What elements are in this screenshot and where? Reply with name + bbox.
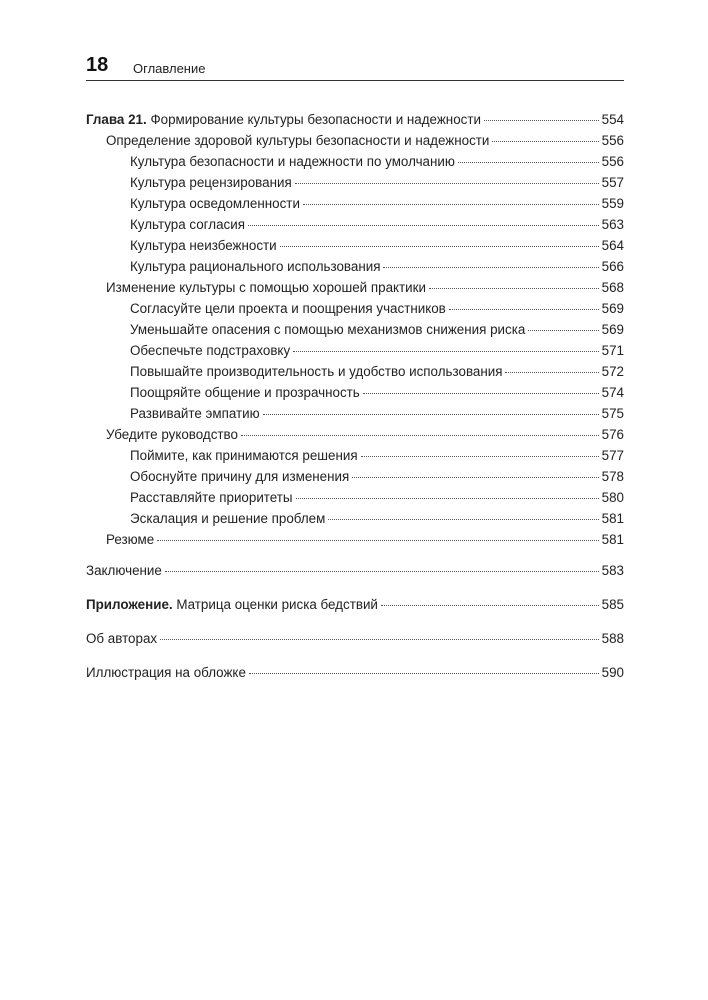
toc-entry-page: 583 (601, 563, 624, 578)
toc-entry-page: 572 (601, 364, 624, 379)
toc-entry-text: Обеспечьте подстраховку (130, 343, 291, 358)
dot-leader (248, 225, 599, 226)
toc-entry[interactable] (86, 343, 624, 364)
toc-entry-text: Резюме (106, 532, 155, 547)
dot-leader (295, 183, 599, 184)
toc-entry-text: Формирование культуры безопасности и надежности (146, 112, 481, 127)
toc-entry-text: Изменение культуры с помощью хорошей практики (106, 280, 426, 295)
toc-entry-title (86, 563, 162, 578)
dot-leader (160, 639, 599, 640)
toc-entry-title (130, 175, 292, 190)
toc-entry[interactable] (86, 217, 624, 238)
toc-entry-text: Иллюстрация на обложке (86, 665, 246, 680)
toc-entry[interactable] (86, 631, 624, 652)
toc-entry-text: Культура осведомленности (130, 196, 300, 211)
page-header (86, 54, 624, 81)
toc-entry-page: 578 (601, 469, 624, 484)
toc-entry[interactable] (86, 364, 624, 385)
dot-leader (361, 456, 599, 457)
dot-leader (383, 267, 598, 268)
toc-entry[interactable] (86, 511, 624, 532)
dot-leader (165, 571, 599, 572)
dot-leader (157, 540, 598, 541)
toc-entry[interactable] (86, 301, 624, 322)
toc-entry[interactable] (86, 238, 624, 259)
toc-entry-title (86, 631, 157, 646)
toc-entry-text: Эскалация и решение проблем (130, 511, 326, 526)
toc-entry[interactable] (86, 406, 624, 427)
page-number: 18 (86, 54, 109, 76)
dot-leader (280, 246, 599, 247)
toc-entry-text: Культура согласия (130, 217, 245, 232)
toc-entry-title (86, 665, 246, 680)
toc-entry-page: 588 (601, 631, 624, 646)
dot-leader (484, 120, 599, 121)
toc-entry-page: 574 (601, 385, 624, 400)
toc-entry-title (130, 154, 455, 169)
toc-entry-text: Культура неизбежности (130, 238, 277, 253)
toc-entry-title (130, 406, 260, 421)
dot-leader (363, 393, 599, 394)
toc-entry-title (130, 469, 349, 484)
toc-entry-page: 585 (601, 597, 624, 612)
toc-entry-title (130, 238, 277, 253)
toc-entry-page: 566 (601, 259, 624, 274)
toc-entry[interactable] (86, 490, 624, 511)
toc-entry-title (106, 133, 489, 148)
toc-entry-text: Согласуйте цели проекта и поощрения участников (130, 301, 446, 316)
toc-entry[interactable] (86, 385, 624, 406)
toc-entry-title (106, 427, 238, 442)
toc-entry[interactable] (86, 322, 624, 343)
toc-entry-title (130, 196, 300, 211)
toc-entry-page: 569 (601, 301, 624, 316)
toc-entry[interactable] (86, 175, 624, 196)
toc-entry[interactable] (86, 133, 624, 154)
dot-leader (249, 673, 599, 674)
table-of-contents (86, 112, 624, 686)
toc-entry-text: Заключение (86, 563, 162, 578)
toc-entry-title (130, 217, 245, 232)
toc-entry-text: Развивайте эмпатию (130, 406, 260, 421)
toc-entry[interactable] (86, 112, 624, 133)
toc-entry-text: Культура рационального использования (130, 259, 381, 274)
toc-entry-text: Культура безопасности и надежности по умолчанию (130, 154, 455, 169)
toc-entry-title (130, 364, 502, 379)
toc-entry[interactable] (86, 448, 624, 469)
toc-entry-page: 559 (601, 196, 624, 211)
toc-entry-page: 556 (601, 154, 624, 169)
dot-leader (241, 435, 599, 436)
toc-entry-page: 577 (601, 448, 624, 463)
toc-entry[interactable] (86, 259, 624, 280)
toc-entry-text: Культура рецензирования (130, 175, 292, 190)
toc-entry-text: Расставляйте приоритеты (130, 490, 293, 505)
toc-entry[interactable] (86, 154, 624, 175)
toc-entry-page: 557 (601, 175, 624, 190)
toc-entry-page: 580 (601, 490, 624, 505)
toc-entry-title (106, 532, 154, 547)
toc-entry[interactable] (86, 427, 624, 448)
toc-entry-title (130, 343, 290, 358)
toc-entry-page: 564 (601, 238, 624, 253)
toc-entry-text: Уменьшайте опасения с помощью механизмов снижения риска (130, 322, 526, 337)
toc-entry[interactable] (86, 469, 624, 490)
toc-entry-title (130, 322, 525, 337)
toc-entry-page: 576 (601, 427, 624, 442)
toc-entry-text: Поймите, как принимаются решения (130, 448, 358, 463)
toc-entry-title (130, 490, 293, 505)
toc-entry-title (130, 301, 446, 316)
toc-entry-text: Определение здоровой культуры безопасности и надежности (106, 133, 490, 148)
dot-leader (352, 477, 598, 478)
toc-entry[interactable] (86, 665, 624, 686)
dot-leader (458, 162, 599, 163)
dot-leader (303, 204, 599, 205)
toc-entry-title (86, 112, 481, 127)
toc-entry-text: Об авторах (86, 631, 158, 646)
toc-entry-page: 568 (601, 280, 624, 295)
toc-entry-title (106, 280, 426, 295)
toc-entry-page: 571 (601, 343, 624, 358)
toc-entry-page: 556 (601, 133, 624, 148)
dot-leader (293, 351, 599, 352)
toc-entry-page: 581 (601, 511, 624, 526)
toc-entry-text: Убедите руководство (106, 427, 238, 442)
toc-entry-title (86, 597, 378, 612)
toc-entry-text: Матрица оценки риска бедствий (172, 597, 378, 612)
dot-leader (328, 519, 598, 520)
dot-leader (449, 309, 599, 310)
toc-entry-page: 575 (601, 406, 624, 421)
toc-entry[interactable] (86, 563, 624, 584)
toc-entry[interactable] (86, 280, 624, 301)
toc-entry-title (130, 259, 380, 274)
toc-entry-text: Поощряйте общение и прозрачность (130, 385, 360, 400)
toc-entry[interactable] (86, 597, 624, 618)
toc-entry-page: 569 (601, 322, 624, 337)
dot-leader (429, 288, 599, 289)
toc-entry-title (130, 511, 325, 526)
toc-entry-text: Обоснуйте причину для изменения (130, 469, 350, 484)
toc-entry-label: Приложение. (86, 597, 173, 612)
dot-leader (505, 372, 598, 373)
dot-leader (528, 330, 598, 331)
dot-leader (381, 605, 599, 606)
dot-leader (492, 141, 598, 142)
toc-entry-title (130, 385, 360, 400)
toc-entry-text: Повышайте производительность и удобство использования (130, 364, 503, 379)
toc-entry-page: 563 (601, 217, 624, 232)
toc-entry-label: Глава 21. (86, 112, 147, 127)
toc-entry-page: 590 (601, 665, 624, 680)
toc-entry-page: 581 (601, 532, 624, 547)
dot-leader (296, 498, 599, 499)
dot-leader (263, 414, 599, 415)
running-head: Оглавление (133, 61, 206, 76)
toc-entry[interactable] (86, 196, 624, 217)
toc-entry-title (130, 448, 358, 463)
toc-entry[interactable] (86, 532, 624, 553)
toc-entry-page: 554 (601, 112, 624, 127)
